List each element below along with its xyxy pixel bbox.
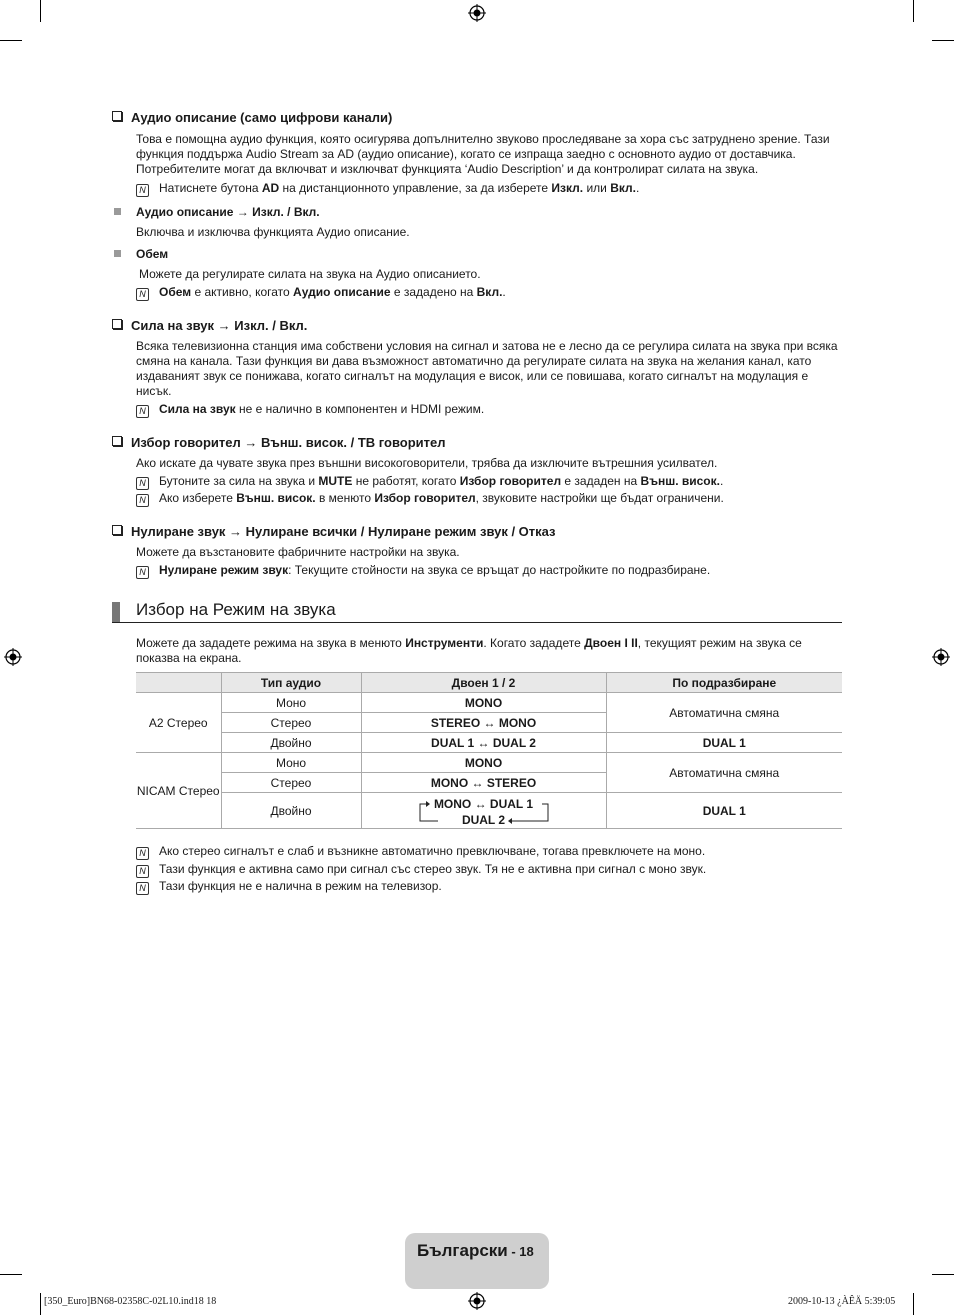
note: N Ако стерео сигналът е слаб и възникне автоматично превключване, тогава превключете на моно. (136, 844, 705, 860)
table-cell: DUAL 1 ↔ DUAL 2 (361, 733, 606, 753)
note-icon: N (136, 184, 149, 197)
section-title (112, 600, 842, 623)
checkbox-bullet-icon (112, 525, 122, 535)
crop-mark (932, 1274, 954, 1275)
note: N Нулиране режим звук: Текущите стойности на звука се връщат до настройките по подразбиране. (136, 563, 710, 579)
checkbox-bullet-icon (112, 111, 122, 121)
registration-mark-icon (468, 1292, 486, 1310)
section-title-bar (112, 602, 120, 622)
table-row (136, 793, 842, 829)
cycle-arrow-icon (418, 795, 550, 827)
table-cell: Моно (221, 753, 361, 773)
sub-heading: Обем (136, 247, 169, 261)
paragraph: Можете да възстановите фабричните настройки на звука. (136, 545, 460, 559)
note: N Натиснете бутона AD на дистанционното управление, за да изберете Изкл. или Вкл.. (136, 181, 639, 197)
paragraph: Всяка телевизионна станция има собствени условия на сигнал и затова не е лесно да се регулира силата на звука при всяка смяна на канала. Тази функция ви дава възможност автоматично да регулирате силата на звука на желания канал, като издаваният звук се понижава, когато сигналът на модулация е висок, или се повишава, когато сигналът на модулация е нисък. (136, 339, 838, 398)
section-heading: Сила на звук → Изкл. / Вкл. (112, 318, 307, 333)
table-header: Двоен 1 / 2 (361, 673, 606, 693)
note-icon: N (136, 865, 149, 878)
section-heading: Нулиране звук → Нулиране всички / Нулиране режим звук / Отказ (112, 524, 556, 539)
section-title-text: Избор на Режим на звука (136, 600, 336, 619)
registration-mark-icon (932, 648, 950, 666)
paragraph: Ако искате да чувате звука през външни високоговорители, трябва да изключите вътрешния усилвател. (136, 456, 718, 470)
table-cell: Двойно (221, 733, 361, 753)
note-icon: N (136, 566, 149, 579)
section-heading: Аудио описание (само цифрови канали) (112, 110, 392, 125)
table-cell: MONO (361, 693, 606, 713)
table-cell: MONO (361, 753, 606, 773)
note: N Ако изберете Външ. висок. в менюто Избор говорител, звуковите настройки ще бъдат ограничени. (136, 491, 724, 507)
checkbox-bullet-icon (112, 319, 122, 329)
square-bullet-icon (114, 250, 121, 257)
note: N Сила на звук не е налично в компонентен и HDMI режим. (136, 402, 484, 418)
table-cell: Двойно (221, 793, 361, 829)
note-icon: N (136, 405, 149, 418)
table-cell: Стерео (221, 773, 361, 793)
table-cell: STEREO ↔ MONO (361, 713, 606, 733)
table-header-row (136, 673, 842, 693)
paragraph: Това е помощна аудио функция, която осигурява допълнително звуково проследяване за хора със затруднено зрение. Тази функция поддържа Audio Stream за AD (аудио описание), когато се изпраща заедно с основното аудио от доставчика. Потребителите могат да включват и изключват функцията ‘Audio Description’ и да контролират силата на звука. (136, 132, 830, 176)
table-row (136, 753, 842, 773)
crop-mark (913, 1293, 914, 1315)
sound-mode-table (136, 672, 842, 829)
table-cell: DUAL 1 (606, 733, 842, 753)
table-cell: MONO ↔ STEREO (361, 773, 606, 793)
table-row (136, 693, 842, 713)
registration-mark-icon (468, 4, 486, 22)
crop-mark (913, 0, 914, 22)
note: N Бутоните за сила на звука и MUTE не работят, когато Избор говорител е зададен на Външ. висок.. (136, 474, 723, 490)
cycle-diagram (424, 795, 544, 827)
cycle-top-label: MONO ↔ DUAL 1 (433, 796, 534, 811)
checkbox-bullet-icon (112, 436, 122, 446)
crop-mark (40, 1293, 41, 1315)
registration-mark-icon (4, 648, 22, 666)
table-cell: NICAM Стерео (136, 753, 221, 829)
text-line: Можете да регулирате силата на звука на Аудио описанието. (139, 267, 481, 281)
table-row (136, 733, 842, 753)
crop-mark (0, 1274, 22, 1275)
table-header: Тип аудио (221, 673, 361, 693)
print-slug-right: 2009-10-13 ¿ÀÊÄ 5:39:05 (788, 1296, 896, 1307)
table-cell (361, 793, 606, 829)
note: N Тази функция е активна само при сигнал със стерео звук. Тя не е активна при сигнал с моно звук. (136, 862, 706, 878)
cycle-bottom-label: DUAL 2 (461, 812, 506, 827)
table-cell: Стерео (221, 713, 361, 733)
note-icon: N (136, 477, 149, 490)
page-number-tab (405, 1233, 549, 1289)
print-slug-left: [350_Euro]BN68-02358C-02L10.ind18 18 (44, 1296, 217, 1307)
crop-mark (40, 0, 41, 22)
text-line: Включва и изключва функцията Аудио описание. (136, 225, 410, 239)
table-header (136, 673, 221, 693)
note-icon: N (136, 882, 149, 895)
note-icon: N (136, 288, 149, 301)
section-heading: Избор говорител → Външ. висок. / ТВ говорител (112, 435, 446, 450)
paragraph: Можете да зададете режима на звука в менюто Инструменти. Когато зададете Двоен I II, текущият режим на звука се показва на екрана. (136, 636, 802, 665)
square-bullet-icon (114, 208, 121, 215)
table-cell: Автоматична смяна (606, 753, 842, 793)
note-icon: N (136, 494, 149, 507)
crop-mark (932, 40, 954, 41)
table-cell: Автоматична смяна (606, 693, 842, 733)
table-header: По подразбиране (606, 673, 842, 693)
table-cell: A2 Стерео (136, 693, 221, 753)
crop-mark (0, 40, 22, 41)
note-icon: N (136, 847, 149, 860)
note: N Обем е активно, когато Аудио описание е зададено на Вкл.. (136, 285, 506, 301)
table-cell: Моно (221, 693, 361, 713)
page-label: Български - 18 (417, 1241, 534, 1260)
sub-heading: Аудио описание → Изкл. / Вкл. (136, 205, 320, 219)
note: N Тази функция не е налична в режим на телевизор. (136, 879, 442, 895)
table-cell: DUAL 1 (606, 793, 842, 829)
